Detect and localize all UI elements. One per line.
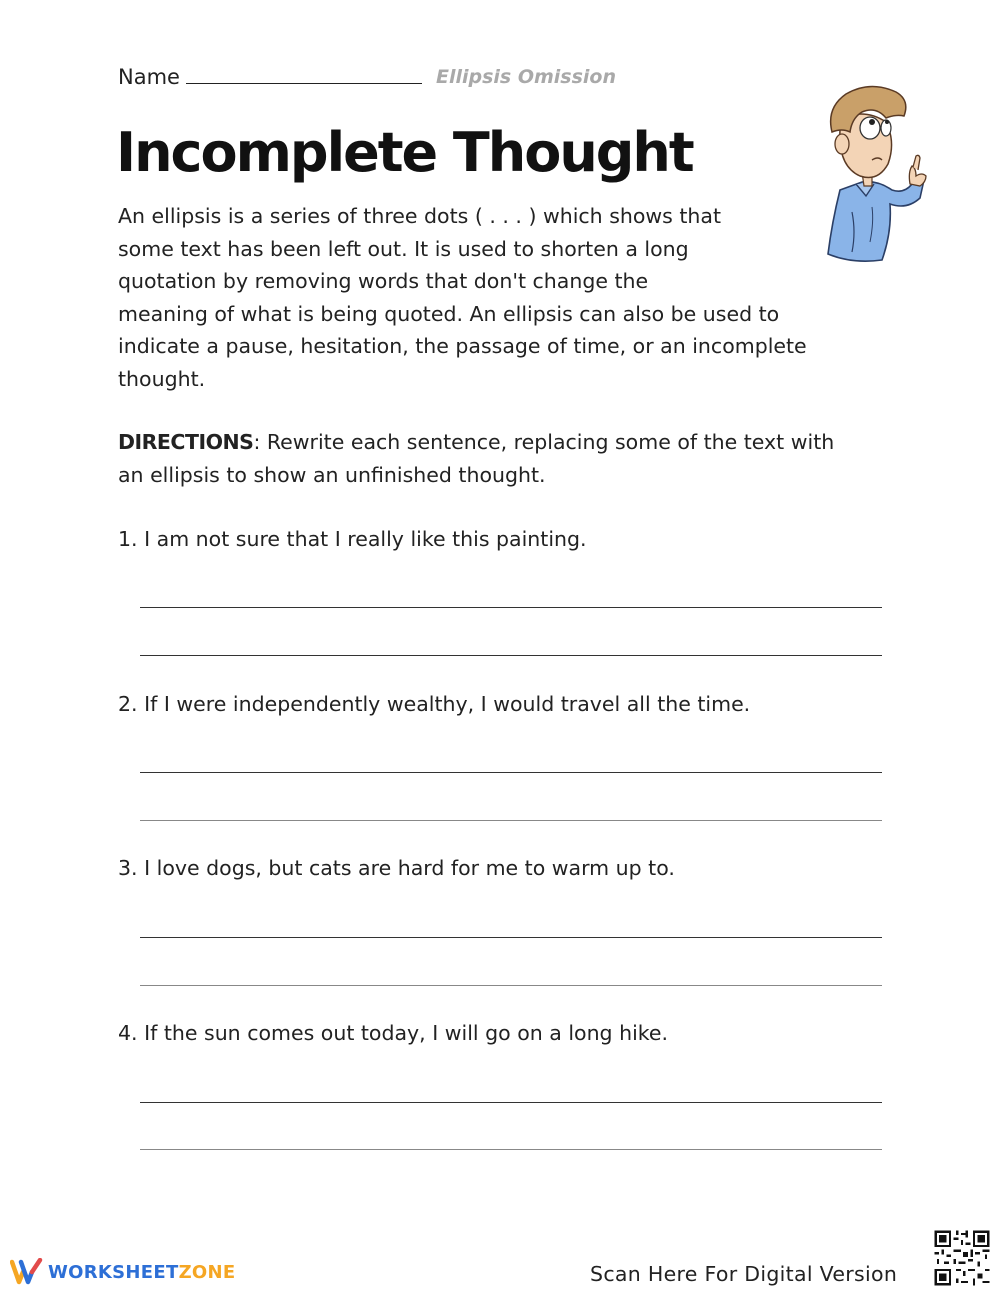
intro-line: An ellipsis is a series of three dots ( . . . ) which shows that xyxy=(118,204,721,228)
question-1: 1. I am not sure that I really like this painting. xyxy=(118,527,587,551)
intro-line: some text has been left out. It is used to shorten a long xyxy=(118,236,689,261)
logo-word-zone: ZONE xyxy=(178,1261,236,1283)
name-blank-line[interactable] xyxy=(186,82,422,84)
question-2: 2. If I were independently wealthy, I would travel all the time. xyxy=(118,692,751,716)
directions-line-1 xyxy=(118,426,898,459)
answer-line-2b[interactable] xyxy=(140,820,882,821)
answer-line-3a[interactable] xyxy=(140,937,882,938)
logo-text xyxy=(48,1262,236,1283)
directions-label: DIRECTIONS xyxy=(118,430,254,454)
qr-code-icon[interactable] xyxy=(932,1228,992,1288)
answer-line-1b[interactable] xyxy=(140,655,882,656)
directions-text-1: : Rewrite each sentence, replacing some of the text with xyxy=(253,430,835,454)
name-row xyxy=(118,60,616,90)
answer-line-4a[interactable] xyxy=(140,1102,882,1103)
scan-caption: Scan Here For Digital Version xyxy=(590,1262,898,1286)
answer-line-1a[interactable] xyxy=(140,607,882,608)
intro-paragraph xyxy=(118,200,878,395)
intro-line: meaning of what is being quoted. An ellipsis can also be used to xyxy=(118,301,780,326)
name-label: Name xyxy=(118,65,180,89)
topic-label: Ellipsis Omission xyxy=(435,66,617,88)
directions xyxy=(118,426,898,491)
intro-line: quotation by removing words that don't change the xyxy=(118,269,649,293)
question-4: 4. If the sun comes out today, I will go on a long hike. xyxy=(118,1021,669,1045)
answer-line-2a[interactable] xyxy=(140,772,882,773)
answer-line-4b[interactable] xyxy=(140,1149,882,1150)
answer-line-3b[interactable] xyxy=(140,985,882,986)
intro-line: thought. xyxy=(118,366,206,391)
worksheetzone-logo[interactable] xyxy=(10,1258,236,1286)
directions-line-2: an ellipsis to show an unfinished thought. xyxy=(118,462,546,487)
worksheetzone-logo-icon xyxy=(10,1258,44,1286)
page-title: Incomplete Thought xyxy=(116,121,693,184)
intro-line: indicate a pause, hesitation, the passage of time, or an incomplete xyxy=(118,334,807,358)
logo-word-worksheet: WORKSHEET xyxy=(48,1261,179,1283)
question-3: 3. I love dogs, but cats are hard for me to warm up to. xyxy=(118,856,675,880)
